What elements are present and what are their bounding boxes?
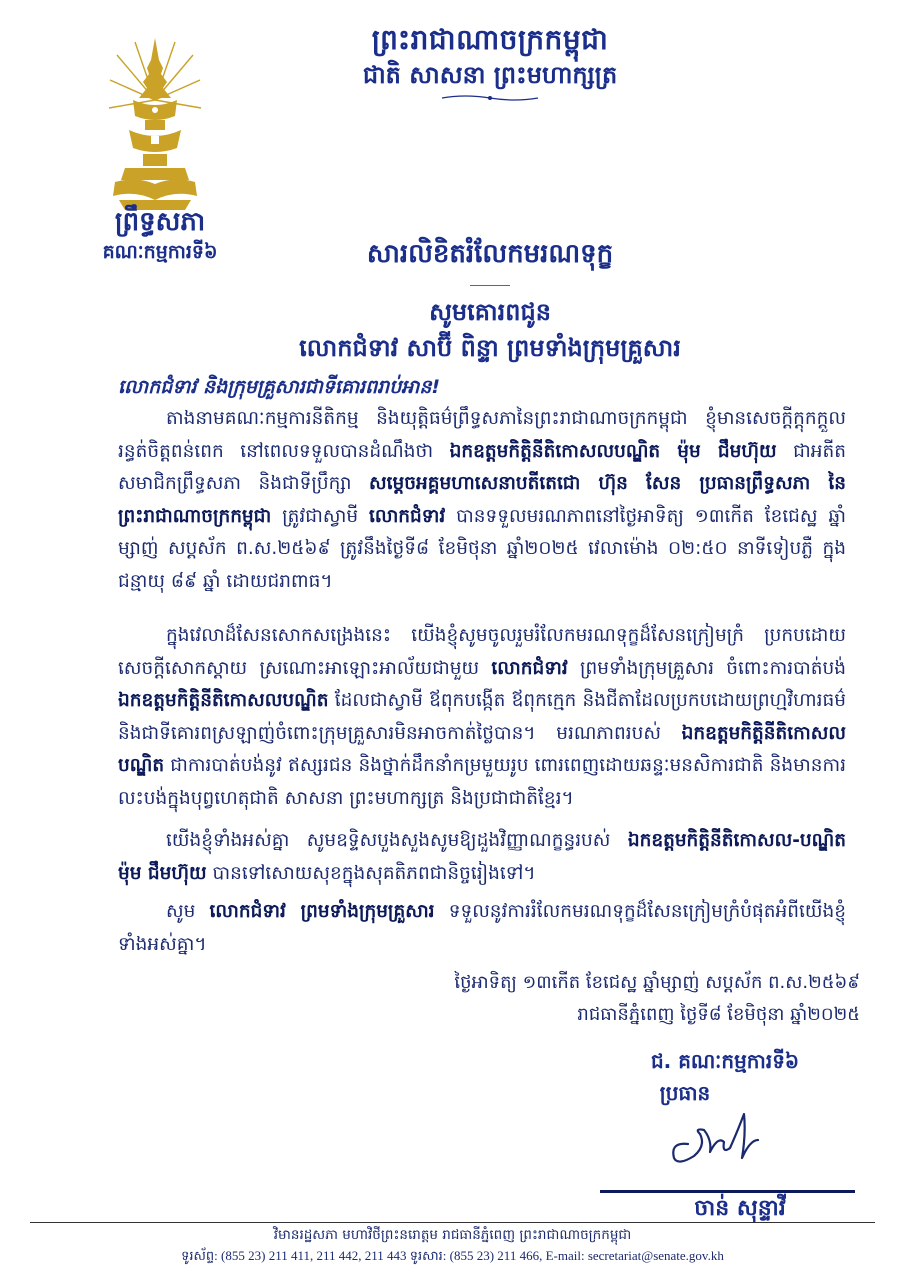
paragraph-text: ទទួលនូវការរំលែកមរណទុក្ខដ៏សែនក្រៀមក្រំបំផុតអំពីយើងខ្ញុំទាំងអស់គ្នា។ bbox=[118, 901, 846, 955]
emphasis-text: ឯកឧត្តមកិត្តិនីតិកោសល-បណ្ឌិត ម៉ុម ជឹមហ៊ុយ bbox=[118, 830, 846, 884]
lunar-date-line: ថ្ងៃអាទិត្យ ១៣កើត ខែជេស្ឋ ឆ្នាំម្សាញ់ សប្តស័ក ព.ស.២៥៦៩ bbox=[454, 972, 860, 993]
emphasis-text: លោកជំទាវ ព្រមទាំងក្រុមគ្រួសារ bbox=[209, 901, 435, 922]
body-paragraph-1 bbox=[118, 403, 846, 598]
salutation: លោកជំទាវ និងក្រុមគ្រួសារជាទីគោរពរាប់អាន! bbox=[118, 376, 441, 398]
paragraph-text: ព្រមទាំងក្រុមគ្រួសារ ចំពោះការបាត់បង់ bbox=[567, 657, 846, 679]
emphasis-text: ឯកឧត្តមកិត្តិនីតិកោសលបណ្ឌិត bbox=[118, 722, 846, 776]
paragraph-text: ក្នុងវេលាដ៏សែនសោកសង្រេងនេះ យើងខ្ញុំសូមចូលរួមរំលែកមរណទុក្ខដ៏សែនក្រៀមក្រំ ប្រកបដោយសេចក្តីសោកស្តាយ ស្រណោះអាឡោះអាល័យជាមួយ bbox=[118, 625, 846, 679]
footer-divider bbox=[30, 1222, 875, 1223]
fax-label: ទូរសារ: bbox=[409, 1248, 447, 1263]
footer-address: វិមានរដ្ឋសភា មហាវិថីព្រះនរោត្តម រាជធានីភ្នំពេញ ព្រះរាជាណាចក្រកម្ពុជា bbox=[273, 1227, 632, 1243]
paragraph-text: ជាអតីតសមាជិកព្រឹទ្ធសភា និងជាទីប្រឹក្សា bbox=[118, 440, 846, 494]
document-title: សារលិខិតរំលែកមរណទុក្ខ bbox=[366, 239, 614, 269]
emphasis-text: លោកជំទាវ bbox=[368, 505, 446, 527]
email-label: E-mail: bbox=[545, 1248, 585, 1263]
paragraph-text: តាងនាមគណៈកម្មការនីតិកម្ម និងយុត្តិធម៌ព្រឹទ្ធសភានៃព្រះរាជាណាចក្រកម្ពុជា ខ្ញុំមានសេចក្តីក្តុកក្តួល រន្ធត់ចិត្តពន់ពេក នៅពេលទទួលបានដំណឹងថា bbox=[118, 408, 846, 462]
place-date-line: រាជធានីភ្នំពេញ ថ្ងៃទី៨ ខែមិថុនា ឆ្នាំ២០២៥ bbox=[577, 1004, 860, 1025]
signature-underline bbox=[600, 1190, 855, 1193]
national-motto: ជាតិ សាសនា ព្រះមហាក្សត្រ bbox=[362, 61, 618, 89]
ornament-divider-icon bbox=[440, 94, 540, 102]
recipient-line: លោកជំទាវ សាប៊ី ពិន្ទា ព្រមទាំងក្រុមគ្រួសារ bbox=[299, 334, 681, 362]
signatory-role: ប្រធាន bbox=[659, 1081, 711, 1105]
emphasis-text: ឯកឧត្តមកិត្តិនីតិកោសលបណ្ឌិត bbox=[118, 690, 329, 711]
emphasis-text: ឯកឧត្តមកិត្តិនីតិកោសលបណ្ឌិត ម៉ុម ជឹមហ៊ុយ bbox=[449, 440, 777, 462]
phone-number: (855 23) 211 411, 211 442, 211 443 bbox=[221, 1248, 407, 1263]
body-paragraph-2 bbox=[118, 620, 846, 815]
body-paragraph-4 bbox=[118, 896, 846, 961]
signer-name: ចាន់ សុន្ទាវី bbox=[694, 1196, 786, 1221]
paragraph-text: ត្រូវជាស្វាមី bbox=[271, 505, 369, 527]
emphasis-text: សម្តេចអគ្គមហាសេនាបតីតេជោ ហ៊ុន សែន ប្រធានព្រឹទ្ធសភា នៃព្រះរាជាណាចក្រកម្ពុជា bbox=[118, 473, 846, 527]
title-divider bbox=[470, 285, 510, 286]
paragraph-text: បានទៅសោយសុខក្នុងសុគតិភពជានិច្ចរៀងទៅ។ bbox=[206, 862, 536, 884]
respect-line: សូមគោរពជូន bbox=[429, 298, 551, 326]
senate-emblem-icon bbox=[105, 30, 205, 215]
handwritten-signature-icon bbox=[660, 1100, 770, 1170]
paragraph-text: ជាការបាត់បង់នូវ ឥស្សរជន និងថ្នាក់ដឹកនាំកម្រមួយរូប ពោរពេញដោយឆន្ទៈមនសិការជាតិ និងមានការលះបង់ក្នុងបុព្វហេតុជាតិ សាសនា ព្រះមហាក្សត្រ និងប្រជាជាតិខ្មែរ។ bbox=[118, 755, 846, 809]
phone-label: ទូរស័ព្ទ: bbox=[181, 1248, 218, 1263]
body-paragraph-3 bbox=[118, 825, 846, 890]
footer-contact bbox=[60, 1248, 845, 1267]
signatory-commission: ជ. គណៈកម្មការទី៦ bbox=[650, 1049, 800, 1073]
commission-label: គណៈកម្មការទី៦ bbox=[102, 241, 218, 263]
senate-label: ព្រឹទ្ធសភា bbox=[114, 207, 206, 237]
paragraph-text: ដែលជាស្វាមី ឪពុកបង្កើត ឪពុកក្មេក និងជីតាដែលប្រកបដោយព្រហ្មវិហារធម៌ និងជាទីគោរពស្រឡាញ់ចំពោះក្រុមគ្រួសារមិនអាចកាត់ថ្លៃបាន។ មរណភាពរបស់ bbox=[118, 690, 846, 744]
paragraph-text: បានទទួលមរណភាពនៅថ្ងៃអាទិត្យ ១៣កើត ខែជេស្ឋ ឆ្នាំម្សាញ់ សប្តស័ក ព.ស.២៥៦៩ ត្រូវនឹងថ្ងៃទី៨ ខែមិថុនា ឆ្នាំ២០២៥ វេលាម៉ោង ០២:៥០ នាទីទៀបភ្លឺ ក្នុងជន្មាយុ ៨៩ ឆ្នាំ ដោយជរាពាធ។ bbox=[118, 505, 846, 592]
paragraph-text: សូម bbox=[166, 901, 210, 922]
paragraph-text: យើងខ្ញុំទាំងអស់គ្នា សូមឧទ្ទិសបួងសួងសូមឱ្យដួងវិញ្ញាណក្ខន្ធរបស់ bbox=[166, 830, 628, 851]
email-address: secretariat@senate.gov.kh bbox=[587, 1248, 724, 1263]
emphasis-text: លោកជំទាវ bbox=[491, 657, 568, 679]
fax-number: (855 23) 211 466, bbox=[449, 1248, 543, 1263]
kingdom-heading: ព្រះរាជាណាចក្រកម្ពុជា bbox=[371, 23, 609, 56]
